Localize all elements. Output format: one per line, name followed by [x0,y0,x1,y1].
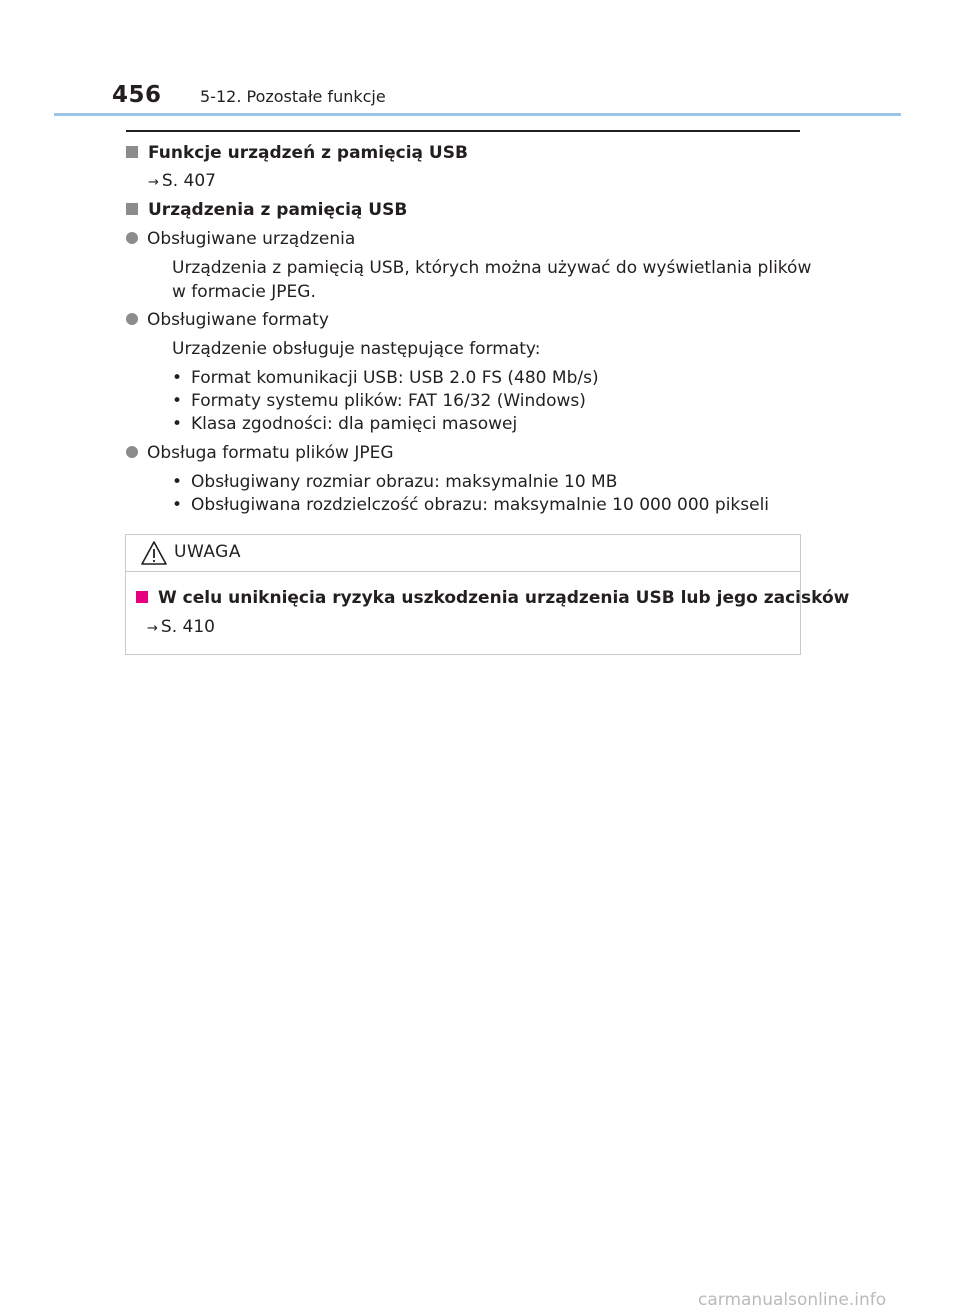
usb-functions-ref[interactable]: → S. 407 [148,171,216,191]
supported-devices-text-1: Urządzenia z pamięcią USB, których można używać do wyświetlania plików [172,258,812,278]
jpeg-item: • Obsługiwana rozdzielczość obrazu: maksymalnie 10 000 000 pikseli [172,495,769,515]
warning-header [126,535,800,572]
square-bullet-icon [126,203,138,215]
circle-bullet-icon [126,313,138,325]
format-item: • Formaty systemu plików: FAT 16/32 (Windows) [172,391,586,411]
supported-devices-title: Obsługiwane urządzenia [126,229,355,249]
warning-ref[interactable]: → S. 410 [147,617,215,637]
arrow-icon: → [147,621,158,636]
warning-box [125,534,850,655]
usb-functions-heading: Funkcje urządzeń z pamięcią USB [126,143,468,163]
circle-bullet-icon [126,446,138,458]
format-item: • Format komunikacji USB: USB 2.0 FS (480 Mb/s) [172,368,599,388]
circle-bullet-icon [126,232,138,244]
page-header [0,78,900,118]
content-top-rule [126,130,800,132]
square-bullet-icon [126,146,138,158]
page-number: 456 [112,82,162,108]
section-title: 5-12. Pozostałe funkcje [200,87,386,106]
supported-devices-text-2: w formacie JPEG. [172,282,316,302]
jpeg-support-title: Obsługa formatu plików JPEG [126,443,394,463]
jpeg-item: • Obsługiwany rozmiar obrazu: maksymalnie 10 MB [172,472,617,492]
watermark: carmanualsonline.info [698,1290,887,1310]
format-item: • Klasa zgodności: dla pamięci masowej [172,414,517,434]
supported-formats-title: Obsługiwane formaty [126,310,329,330]
warning-label: UWAGA [174,542,241,562]
header-divider [54,113,901,116]
warning-triangle-icon [140,540,168,566]
arrow-icon: → [148,175,159,190]
usb-devices-heading: Urządzenia z pamięcią USB [126,200,407,220]
warning-heading: W celu uniknięcia ryzyka uszkodzenia urządzenia USB lub jego zacisków [136,588,849,608]
square-bullet-icon [136,591,148,603]
supported-formats-intro: Urządzenie obsługuje następujące formaty: [172,339,541,359]
